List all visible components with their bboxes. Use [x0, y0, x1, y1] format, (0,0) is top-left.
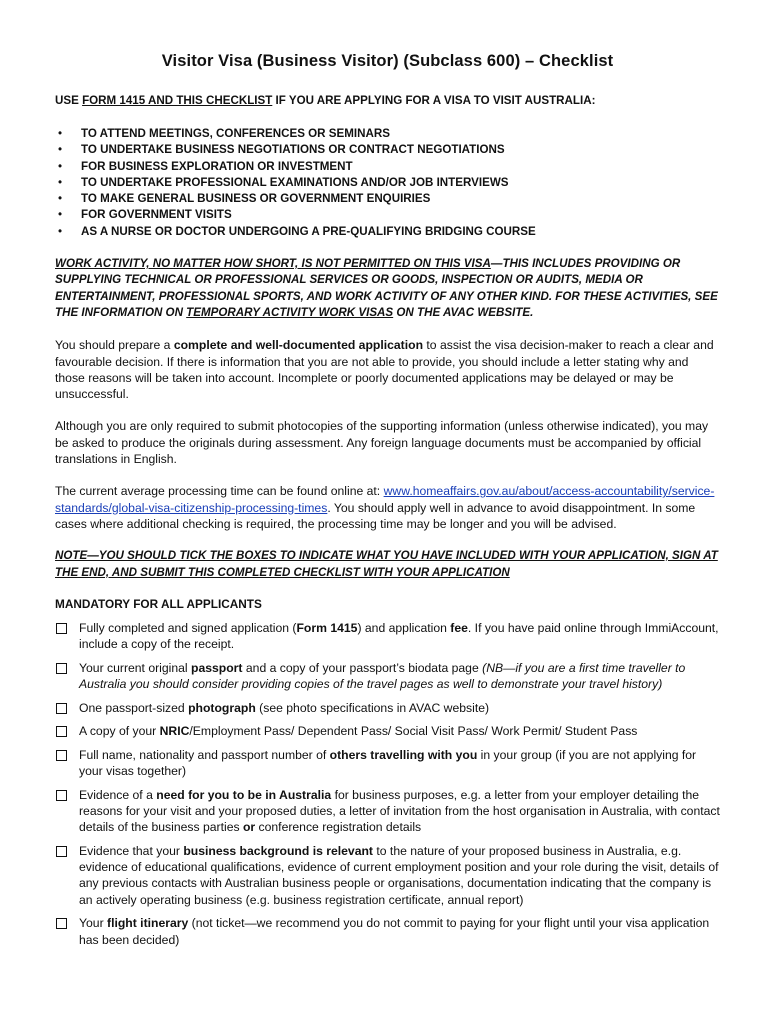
bullet-icon: • [58, 224, 63, 238]
item-text: /Employment Pass/ Dependent Pass/ Social Visit Pass/ Work Permit/ Student Pass [189, 724, 638, 739]
purpose-text: TO ATTEND MEETINGS, CONFERENCES OR SEMINARS [81, 127, 390, 140]
purpose-text: TO UNDERTAKE PROFESSIONAL EXAMINATIONS AND/OR JOB INTERVIEWS [81, 175, 509, 189]
item-bold: NRIC [159, 724, 190, 739]
item-text: Your current original [79, 660, 192, 675]
bullet-icon: • [58, 159, 63, 173]
item-text: (not ticket—we recommend you do not commit to paying for your flight until your visa application has been decided) [79, 916, 710, 947]
checklist-item-nric [55, 723, 720, 739]
item-bold: photograph [188, 700, 256, 715]
list-item [55, 191, 720, 207]
checkbox[interactable] [56, 918, 67, 929]
item-bold: or [242, 820, 256, 835]
checklist-item-photograph [55, 700, 720, 716]
para3-c: . You should apply well in advance to avoid disappointment. In some cases where additional checking is required, the processing time may be longer and you will be advised. [55, 500, 696, 531]
item-text: One passport-sized [79, 700, 189, 715]
temporary-activity-visas-link[interactable]: TEMPORARY ACTIVITY WORK VISAS [186, 305, 394, 319]
form-1415-link[interactable]: FORM 1415 AND THIS CHECKLIST [82, 94, 273, 107]
item-bold: need for you to be in Australia [156, 787, 332, 802]
checklist-item-business-background [55, 843, 720, 908]
item-text: . If you have paid online through ImmiAccount, include a copy of the receipt. [79, 620, 719, 652]
processing-times-link[interactable]: www.homeaffairs.gov.au/about/access-accountability/service-standards/global-visa-citizenship-processing-times [55, 484, 715, 515]
checkbox[interactable] [56, 623, 67, 634]
item-text: conference registration details [255, 820, 422, 835]
item-text: in your group (if you are not applying for your visas together) [79, 748, 697, 779]
item-text: Evidence that your [79, 844, 184, 859]
checkbox[interactable] [56, 703, 67, 714]
bullet-icon: • [58, 127, 63, 140]
list-item [55, 126, 720, 142]
warning-underlined: WORK ACTIVITY, NO MATTER HOW SHORT, IS NOT PERMITTED ON THIS VISA [55, 257, 491, 271]
paragraph-photocopies: Although you are only required to submit photocopies of the supporting information (unless otherwise indicated), you may be asked to produce the originals during assessment. Any foreign language documents must be accompanied by official translations in English. [55, 419, 709, 467]
item-text: ) and application [357, 620, 451, 635]
intro-line [55, 93, 720, 109]
purpose-text: FOR BUSINESS EXPLORATION OR INVESTMENT [81, 159, 353, 173]
checklist-item-need-in-australia [55, 787, 720, 836]
item-text: A copy of your [79, 724, 160, 739]
item-bold: Form 1415 [296, 620, 358, 635]
warning-end: ON THE AVAC WEBSITE. [393, 305, 534, 319]
item-bold: others travelling with you [329, 748, 478, 763]
item-text: Full name, nationality and passport number of [79, 748, 330, 763]
checkbox[interactable] [56, 750, 67, 761]
item-text: (see photo specifications in AVAC website) [255, 700, 490, 715]
item-bold: passport [191, 660, 243, 675]
item-text: Your [79, 916, 108, 931]
purpose-text: FOR GOVERNMENT VISITS [81, 208, 232, 222]
purpose-text: TO UNDERTAKE BUSINESS NEGOTIATIONS OR CONTRACT NEGOTIATIONS [81, 143, 505, 157]
bullet-icon: • [58, 143, 63, 157]
para1-bold: complete and well-documented application [173, 338, 424, 353]
item-text: Fully completed and signed application ( [79, 620, 297, 635]
document-page [55, 48, 720, 955]
mandatory-heading: MANDATORY FOR ALL APPLICANTS [55, 596, 262, 611]
intro-prefix: USE [55, 94, 83, 107]
paragraph-processing-time [55, 483, 720, 532]
work-activity-warning [55, 256, 720, 321]
item-text: for business purposes, e.g. a letter from your employer detailing the reasons for your visit and your proposed duties, a letter of invitation from the host organisation in Australia, with contact details of the business parties [79, 787, 720, 835]
tick-boxes-note: NOTE—YOU SHOULD TICK THE BOXES TO INDICATE WHAT YOU HAVE INCLUDED WITH YOUR APPLICATION, SIGN AT THE END, AND SUBMIT THIS COMPLETED CHECKLIST WITH YOUR APPLICATION [55, 549, 718, 579]
page-title: Visitor Visa (Business Visitor) (Subclass 600) – Checklist [161, 52, 614, 70]
item-bold: business background is relevant [183, 844, 373, 859]
checkbox[interactable] [56, 726, 67, 737]
checkbox[interactable] [56, 790, 67, 801]
checkbox[interactable] [56, 846, 67, 857]
checklist-item-passport [55, 660, 720, 692]
para3-a: The current average processing time can be found online at: [55, 484, 384, 499]
checklist-item-flight-itinerary [55, 915, 720, 947]
bullet-icon: • [58, 192, 63, 206]
purpose-list [55, 126, 720, 240]
checklist-item-others-travelling [55, 747, 720, 779]
item-italic: (NB—if you are a first time traveller to Australia you should consider providing copies of the travel pages as well to demonstrate your travel history) [79, 660, 686, 691]
purpose-text: TO MAKE GENERAL BUSINESS OR GOVERNMENT ENQUIRIES [81, 192, 431, 206]
item-bold: flight itinerary [107, 916, 189, 931]
item-bold: fee [450, 620, 468, 635]
item-text: Evidence of a [79, 787, 157, 802]
item-text: to the nature of your proposed business in Australia, e.g. evidence of educational qualifications, evidence of current employment position and your role during the visit, details of any previous contacts with Australian business people or organisations, documentation indicating that the company is an actively operating business (e.g. business registration certificate, annual report) [79, 844, 719, 907]
list-item [55, 142, 720, 158]
list-item [55, 175, 720, 191]
para1-c: to assist the visa decision-maker to reach a clear and favourable decision. If there is information that you are not able to provide, you should include a letter stating why and those reasons will be taken into account. Incomplete or poorly documented applications may be delayed or may be unsuccessful. [55, 338, 714, 402]
checklist-item-application [55, 620, 720, 652]
para1-a: You should prepare a [55, 338, 174, 353]
list-item [55, 224, 720, 240]
bullet-icon: • [58, 175, 63, 189]
purpose-text: AS A NURSE OR DOCTOR UNDERGOING A PRE-QUALIFYING BRIDGING COURSE [81, 224, 536, 238]
item-text: and a copy of your passport’s biodata page [242, 660, 483, 675]
paragraph-application [55, 337, 720, 402]
list-item [55, 159, 720, 175]
checkbox[interactable] [56, 663, 67, 674]
warning-text: —THIS INCLUDES PROVIDING OR SUPPLYING TECHNICAL OR PROFESSIONAL SERVICES OR GOODS, INSPECTION OR AUDITS, MEDIA OR ENTERTAINMENT, PROFESSIONAL SPORTS, AND WORK ACTIVITY OF ANY OTHER KIND. FOR THESE ACTIVITIES, SEE THE INFORMATION ON [55, 257, 718, 319]
bullet-icon: • [58, 208, 63, 222]
list-item [55, 207, 720, 223]
intro-suffix: IF YOU ARE APPLYING FOR A VISA TO VISIT AUSTRALIA: [272, 94, 596, 107]
